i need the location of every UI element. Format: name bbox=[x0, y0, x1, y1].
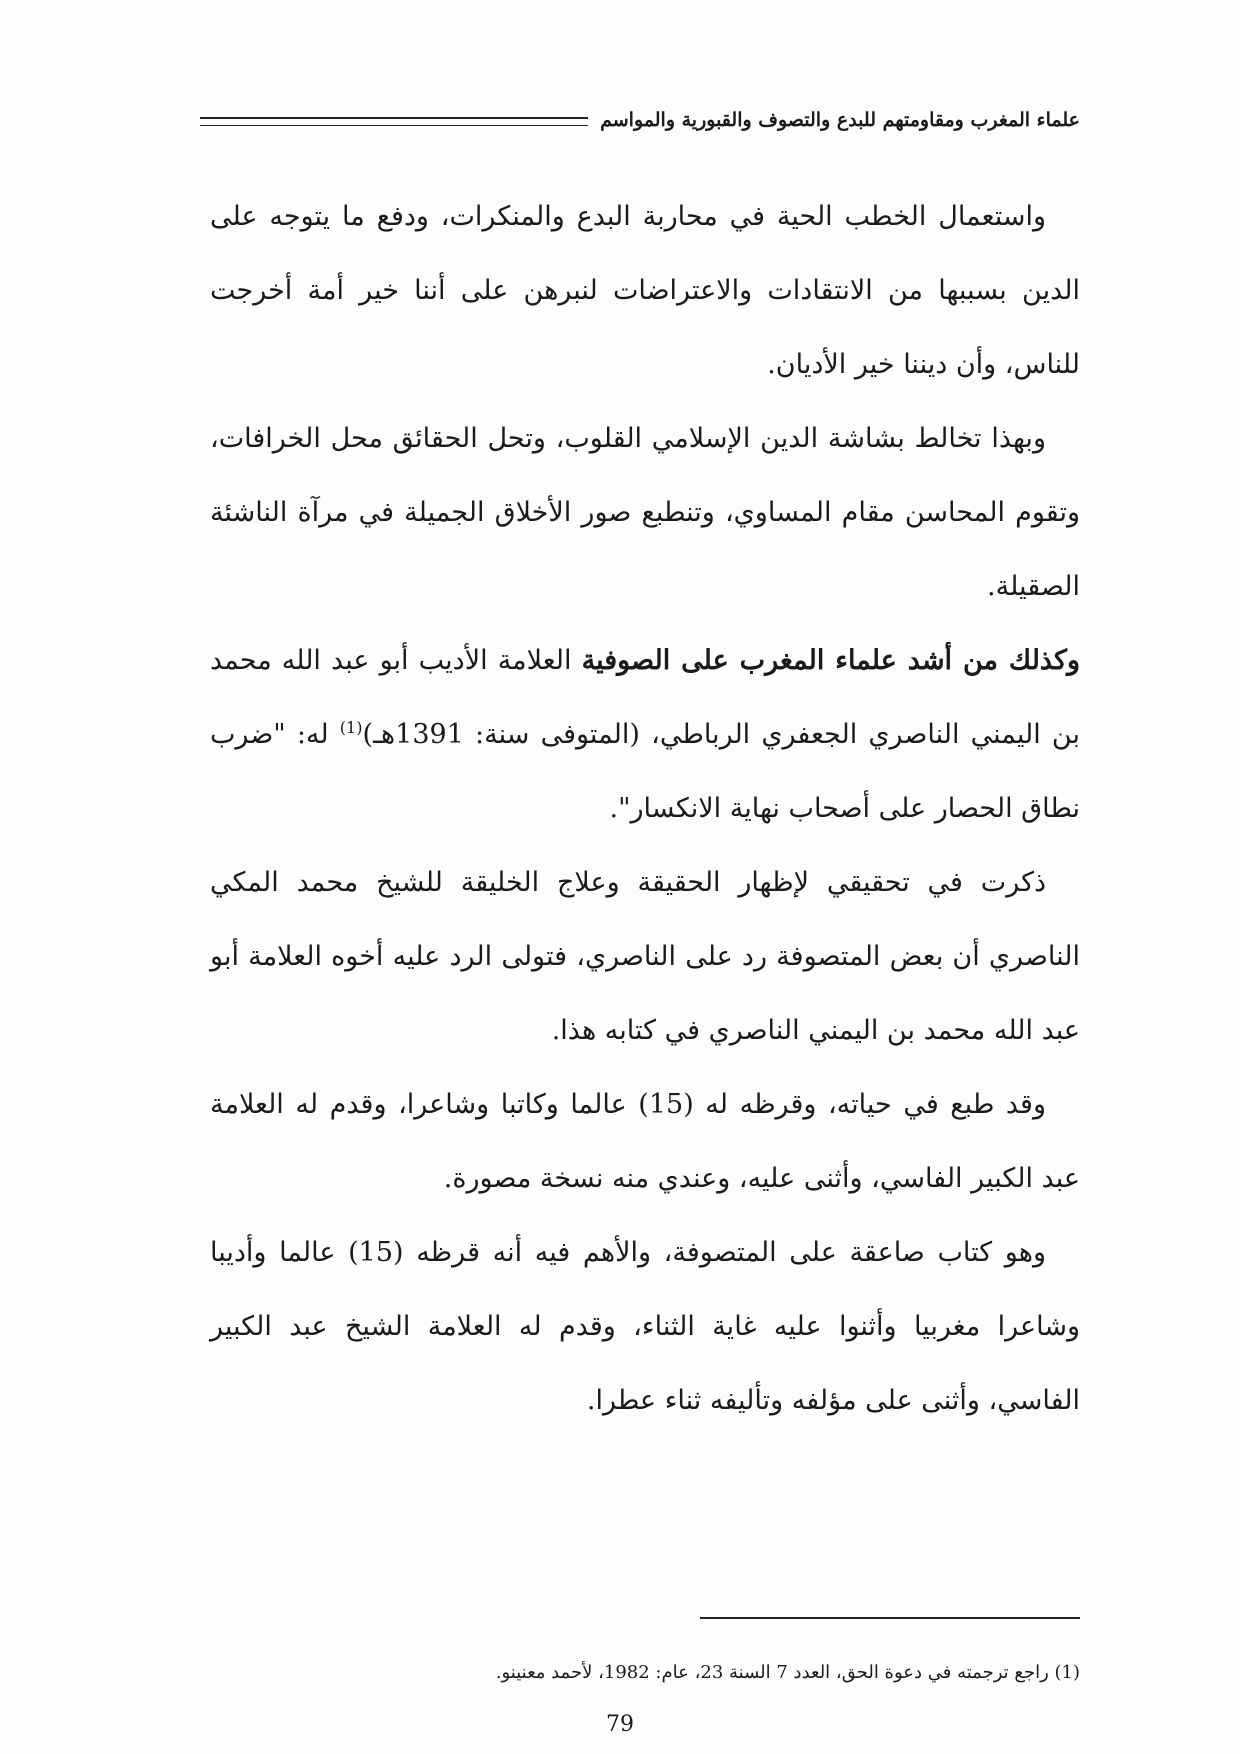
bold-lead-paragraph bbox=[210, 624, 1080, 846]
body-text bbox=[210, 180, 1080, 1438]
paragraph: ذكرت في تحقيقي لإظهار الحقيقة وعلاج الخليقة للشيخ محمد المكي الناصري أن بعض المتصوفة رد على الناصري، فتولى الرد عليه أخوه العلامة أبو عبد الله محمد بن اليمني الناصري في كتابه هذا. bbox=[210, 867, 1080, 1046]
paragraph: وقد طبع في حياته، وقرظه له (15) عالما وكاتبا وشاعرا، وقدم له العلامة عبد الكبير الفاسي، وأثنى عليه، وعندي منه نسخة مصورة. bbox=[210, 1089, 1080, 1194]
running-header bbox=[200, 100, 1080, 140]
paragraph: وهو كتاب صاعقة على المتصوفة، والأهم فيه أنه قرظه (15) عالما وأديبا وشاعرا مغربيا وأثنوا عليه غاية الثناء، وقدم له العلامة الشيخ عبد الكبير الفاسي، وأثنى على مؤلفه وتأليفه ثناء عطرا. bbox=[210, 1237, 1080, 1416]
paragraph-tail: له: "ضرب نطاق الحصار على أصحاب نهاية الانكسار". bbox=[210, 719, 1080, 824]
paragraph-body: العلامة الأديب أبو عبد الله محمد بن اليمني الناصري الجعفري الرباطي، (المتوفى سنة: 1391هـ) bbox=[210, 645, 1080, 750]
page-number: 79 bbox=[606, 1712, 634, 1737]
paragraph: وبهذا تخالط بشاشة الدين الإسلامي القلوب، وتحل الحقائق محل الخرافات، وتقوم المحاسن مقام المساوي، وتنطبع صور الأخلاق الجميلة في مرآة الناشئة الصقيلة. bbox=[210, 423, 1080, 602]
bold-lead-text: وكذلك من أشد علماء المغرب على الصوفية bbox=[581, 645, 1080, 676]
footnote-reference: (1) bbox=[339, 718, 363, 737]
header-rule bbox=[200, 117, 588, 126]
footnote-rule bbox=[700, 1617, 1080, 1619]
paragraph: واستعمال الخطب الحية في محاربة البدع والمنكرات، ودفع ما يتوجه على الدين بسببها من الانتقادات والاعتراضات لنبرهن على أننا خير أمة أخرجت للناس، وأن ديننا خير الأديان. bbox=[210, 201, 1080, 380]
footnote: (1) راجع ترجمته في دعوة الحق، العدد 7 السنة 23، عام: 1982، لأحمد معنينو. bbox=[495, 1662, 1080, 1683]
running-header-title: علماء المغرب ومقاومتهم للبدع والتصوف والقبورية والمواسم bbox=[600, 109, 1080, 131]
